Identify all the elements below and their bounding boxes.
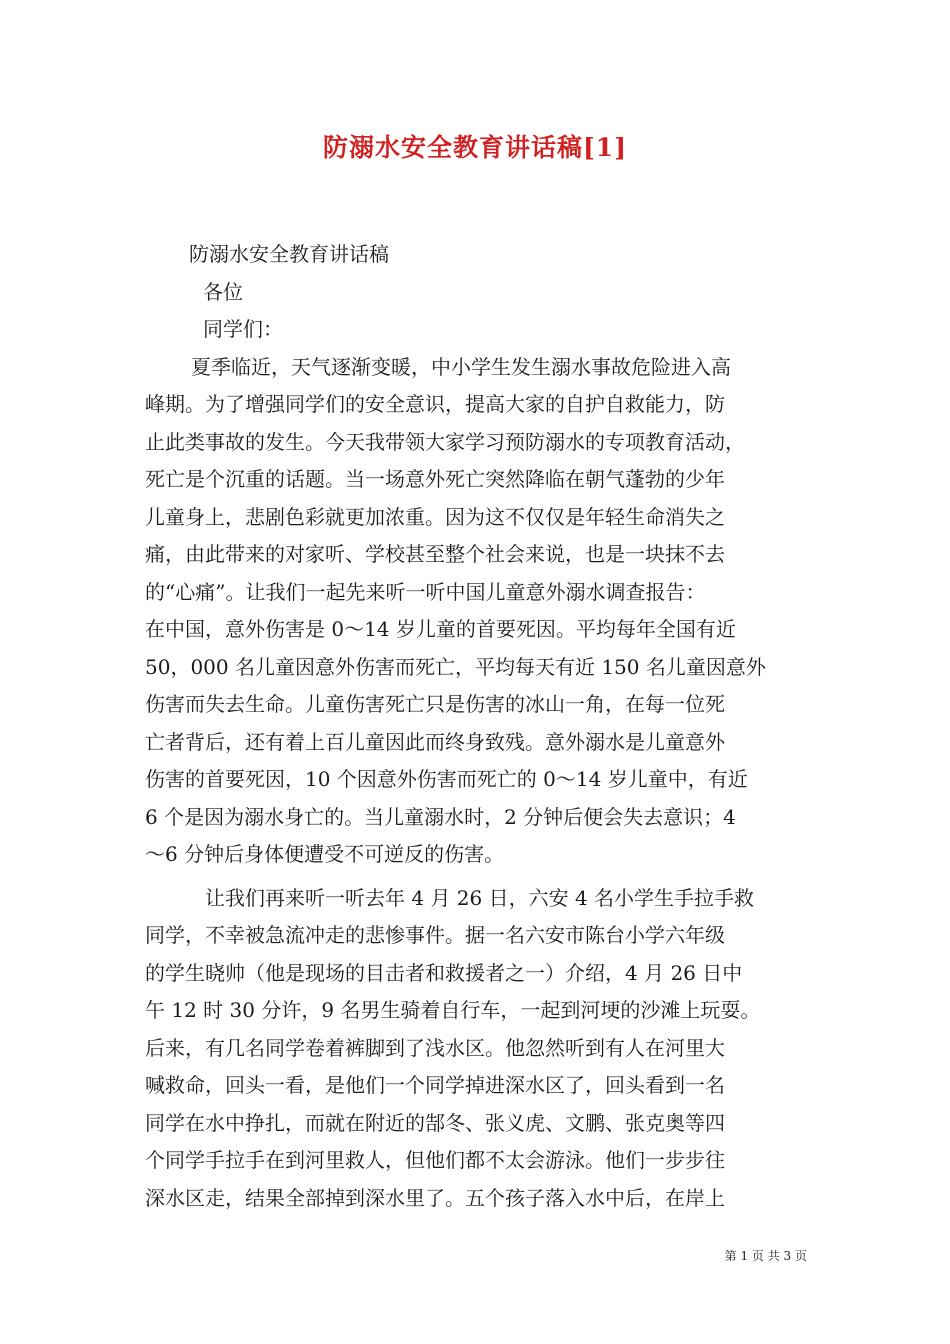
paragraph-1 [145,349,810,874]
paragraph-line: 止此类事故的发生。今天我带领大家学习预防溺水的专项教育活动， [145,429,745,454]
paragraph-line: 同学，不幸被急流冲走的悲惨事件。据一名六安市陈台小学六年级 [145,923,725,947]
paragraph-line: 同学在水中挣扎，而就在附近的郜冬、张义虎、文鹏、张克奥等四 [145,1110,725,1135]
paragraph-line: ～6 分钟后身体便遭受不可逆反的伤害。 [145,842,505,866]
paragraph-line: 亡者背后，还有着上百儿童因此而终身致残。意外溺水是儿童意外 [145,729,725,754]
paragraph-2 [145,880,810,1218]
page-number-footer: 第 1 页 共 3 页 [724,1249,807,1263]
salutation-line: 同学们： [203,317,283,341]
paragraph-line: 伤害而失去生命。儿童伤害死亡只是伤害的冰山一角，在每一位死 [145,692,725,716]
paragraph-line: 50，000 名儿童因意外伤害而死亡，平均每天有近 150 名儿童因意外 [145,654,766,679]
paragraph-line: 伤害的首要死因，10 个因意外伤害而死亡的 0～14 岁儿童中，有近 [145,767,748,791]
document-title: 防溺水安全教育讲话稿[1] [322,133,628,162]
paragraph-line: 6 个是因为溺水身亡的。当儿童溺水时，2 分钟后便会失去意识；4 [145,804,736,829]
paragraph-line: 午 12 时 30 分许，9 名男生骑着自行车，一起到河埂的沙滩上玩耍。 [145,998,761,1022]
paragraph-line: 峰期。为了增强同学们的安全意识，提高大家的自护自救能力，防 [145,392,725,416]
paragraph-line: 让我们再来听一听去年 4 月 26 日，六安 4 名小学生手拉手救 [205,885,755,910]
paragraph-line: 个同学手拉手在到河里救人，但他们都不太会游泳。他们一步步往 [145,1148,725,1172]
paragraph-line: 后来，有几名同学卷着裤脚到了浅水区。他忽然听到有人在河里大 [145,1035,725,1060]
paragraph-line: 夏季临近，天气逐渐变暖，中小学生发生溺水事故危险进入高 [191,354,731,379]
paragraph-line: 在中国，意外伤害是 0～14 岁儿童的首要死因。平均每年全国有近 [145,617,736,641]
paragraph-line: 儿童身上，悲剧色彩就更加浓重。因为这不仅仅是年轻生命消失之 [145,504,725,529]
paragraph-line: 深水区走，结果全部掉到深水里了。五个孩子落入水中后，在岸上 [145,1185,725,1210]
paragraph-line: 痛，由此带来的对家听、学校甚至整个社会来说，也是一块抹不去 [145,542,725,566]
document-body [145,236,810,1217]
document-subtitle: 防溺水安全教育讲话稿 [189,242,389,266]
paragraph-line: 的“心痛”。让我们一起先来听一听中国儿童意外溺水调查报告： [145,579,706,604]
paragraph-line: 的学生晓帅（他是现场的目击者和救援者之一）介绍，4 月 26 日中 [145,960,743,985]
salutation-line: 各位 [203,279,243,304]
paragraph-line: 喊救命，回头一看，是他们一个同学掉进深水区了，回头看到一名 [145,1073,725,1097]
paragraph-line: 死亡是个沉重的话题。当一场意外死亡突然降临在朝气蓬勃的少年 [145,467,725,491]
